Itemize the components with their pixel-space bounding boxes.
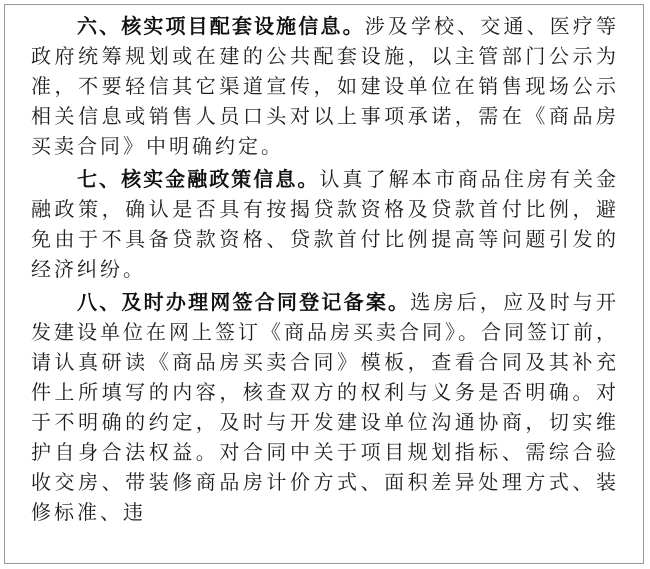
document-body xyxy=(31,11,619,530)
section-heading-7: 七、核实金融政策信息。 xyxy=(77,167,320,191)
document-page xyxy=(4,4,644,564)
section-text-7: 认真了解本市商品住房有关金融政策，确认是否具有按揭贷款资格及贷款首付比例，避免由于不具备贷款资格、贷款首付比例提高等问题引发的经济纠纷。 xyxy=(31,167,620,281)
section-paragraph-8 xyxy=(31,287,619,527)
section-text-8: 选房后，应及时与开发建设单位在网上签订《商品房买卖合同》。合同签订前，请认真研读《商品房买卖合同》模板，查看合同及其补充件上所填写的内容，核查双方的权利与义务是否明确。对于不明确的约定，及时与开发建设单位沟通协商，切实维护自身合法权益。对合同中关于项目规划指标、需综合验收交房、带装修商品房计价方式、面积差异处理方式、装修标准、违 xyxy=(31,290,620,524)
section-heading-8: 八、及时办理网签合同登记备案。 xyxy=(77,290,411,314)
section-text-6: 涉及学校、交通、医疗等政府统筹规划或在建的公共配套设施，以主管部门公示为准，不要轻信其它渠道宣传，如建设单位在销售现场公示相关信息或销售人员口头对以上事项承诺，需在《商品房买卖合同》中明确约定。 xyxy=(31,14,620,158)
section-paragraph-6 xyxy=(31,11,619,161)
section-paragraph-7 xyxy=(31,164,619,284)
section-heading-6: 六、核实项目配套设施信息。 xyxy=(77,14,365,38)
